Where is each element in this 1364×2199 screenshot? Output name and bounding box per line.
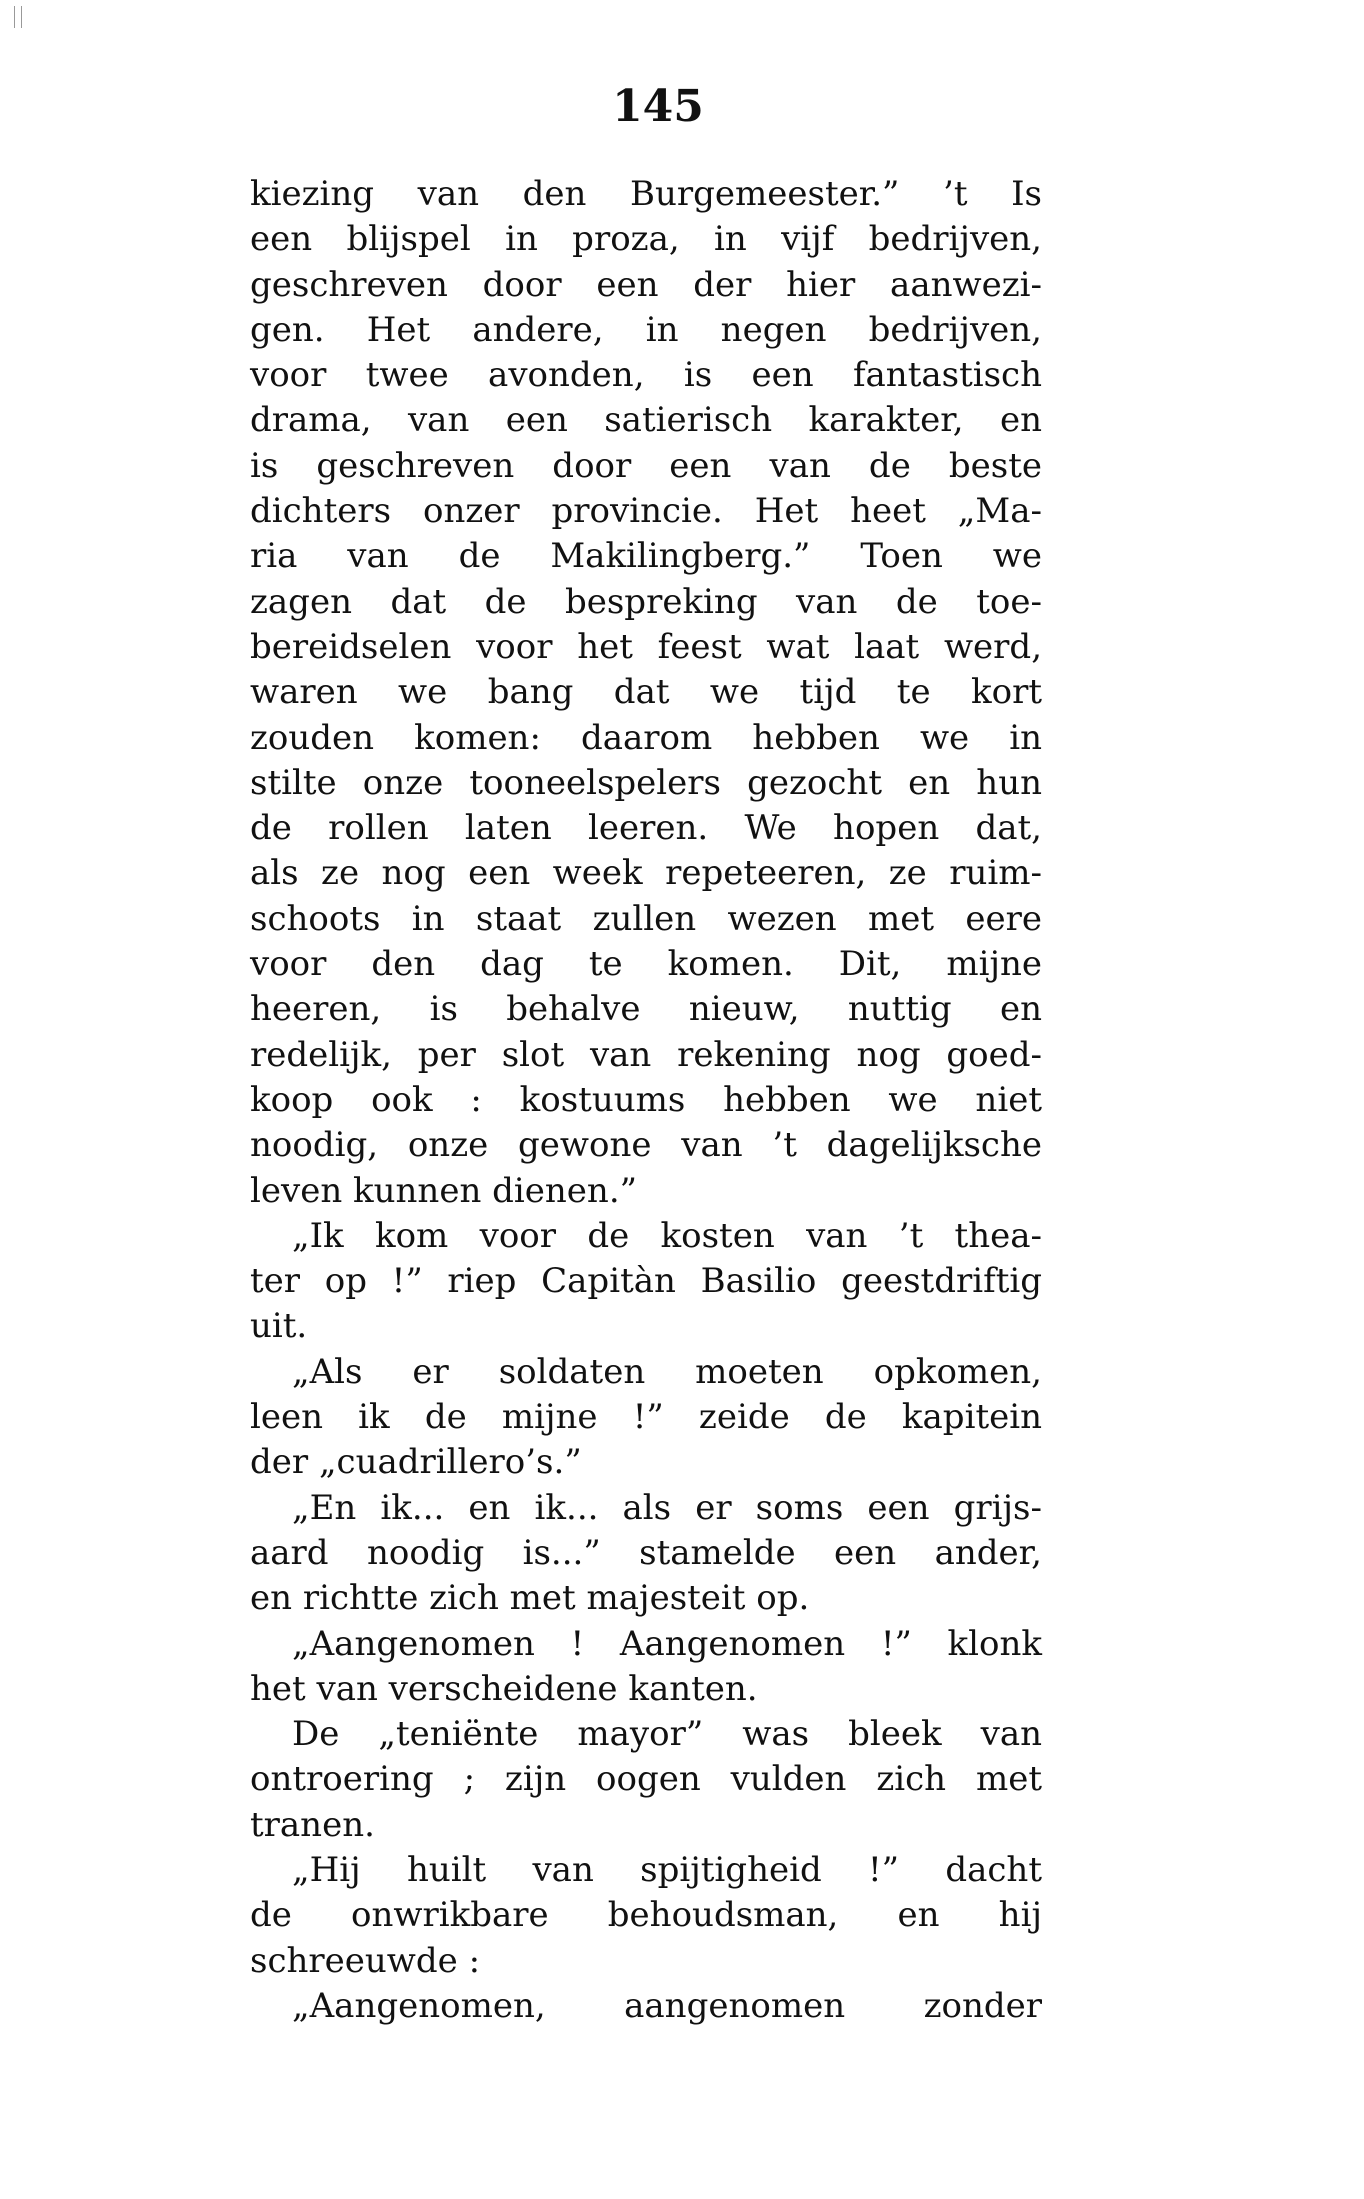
text-line: redelijk, per slot van rekening nog goed-	[250, 1034, 1042, 1075]
text-line: De „teniënte mayor” was bleek van	[292, 1714, 1042, 1755]
text-line: gen. Het andere, in negen bedrijven,	[250, 309, 1042, 350]
text-line: is geschreven door een van de beste	[250, 445, 1042, 486]
text-line: zouden komen: daarom hebben we in	[250, 717, 1042, 758]
text-line: schreeuwde :	[250, 1940, 481, 1981]
text-line: leen ik de mijne !” zeide de kapitein	[250, 1397, 1042, 1438]
text-line: ontroering ; zijn oogen vulden zich met	[250, 1759, 1042, 1800]
text-line: tranen.	[250, 1804, 375, 1845]
text-line: bereidselen voor het feest wat laat werd,	[250, 626, 1042, 667]
text-line: noodig, onze gewone van ’t dagelijksche	[250, 1125, 1042, 1166]
text-line: „Aangenomen, aangenomen zonder	[292, 1985, 1042, 2026]
text-line: voor den dag te komen. Dit, mijne	[250, 944, 1042, 985]
text-line: aard noodig is...” stamelde een ander,	[250, 1532, 1042, 1573]
text-line: als ze nog een week repeteeren, ze ruim-	[250, 853, 1042, 894]
text-line: „Als er soldaten moeten opkomen,	[292, 1351, 1042, 1392]
body-text	[250, 172, 1042, 2029]
text-line: „En ik... en ik... als er soms een grijs-	[292, 1487, 1042, 1528]
text-line: der „cuadrillero’s.”	[250, 1442, 582, 1483]
text-line: schoots in staat zullen wezen met eere	[250, 898, 1042, 939]
text-line: „Aangenomen ! Aangenomen !” klonk	[292, 1623, 1042, 1664]
text-line: dichters onzer provincie. Het heet „Ma-	[250, 491, 1042, 532]
scan-edge-mark	[14, 6, 22, 28]
text-line: geschreven door een der hier aanwezi-	[250, 264, 1042, 305]
text-line: ter op !” riep Capitàn Basilio geestdriftig	[250, 1261, 1042, 1302]
text-line: het van verscheidene kanten.	[250, 1668, 758, 1709]
text-line: zagen dat de bespreking van de toe-	[250, 581, 1042, 622]
text-line: leven kunnen dienen.”	[250, 1170, 638, 1211]
text-line: koop ook : kostuums hebben we niet	[250, 1079, 1042, 1120]
text-line: drama, van een satierisch karakter, en	[250, 400, 1042, 441]
page-number: 145	[612, 81, 704, 132]
text-line: uit.	[250, 1306, 308, 1347]
text-line: heeren, is behalve nieuw, nuttig en	[250, 989, 1042, 1030]
text-line: stilte onze tooneelspelers gezocht en hun	[250, 762, 1042, 803]
text-line: een blijspel in proza, in vijf bedrijven,	[250, 219, 1042, 260]
text-line: en richtte zich met majesteit op.	[250, 1578, 810, 1619]
text-line: waren we bang dat we tijd te kort	[250, 672, 1042, 713]
text-line: „Hij huilt van spijtigheid !” dacht	[292, 1849, 1042, 1890]
text-line: „Ik kom voor de kosten van ’t thea-	[292, 1215, 1042, 1256]
text-line: de onwrikbare behoudsman, en hij	[250, 1895, 1042, 1936]
text-line: voor twee avonden, is een fantastisch	[250, 355, 1042, 396]
text-line: de rollen laten leeren. We hopen dat,	[250, 808, 1042, 849]
text-line: kiezing van den Burgemeester.” ’t Is	[250, 174, 1042, 214]
text-line: ria van de Makilingberg.” Toen we	[250, 536, 1042, 577]
